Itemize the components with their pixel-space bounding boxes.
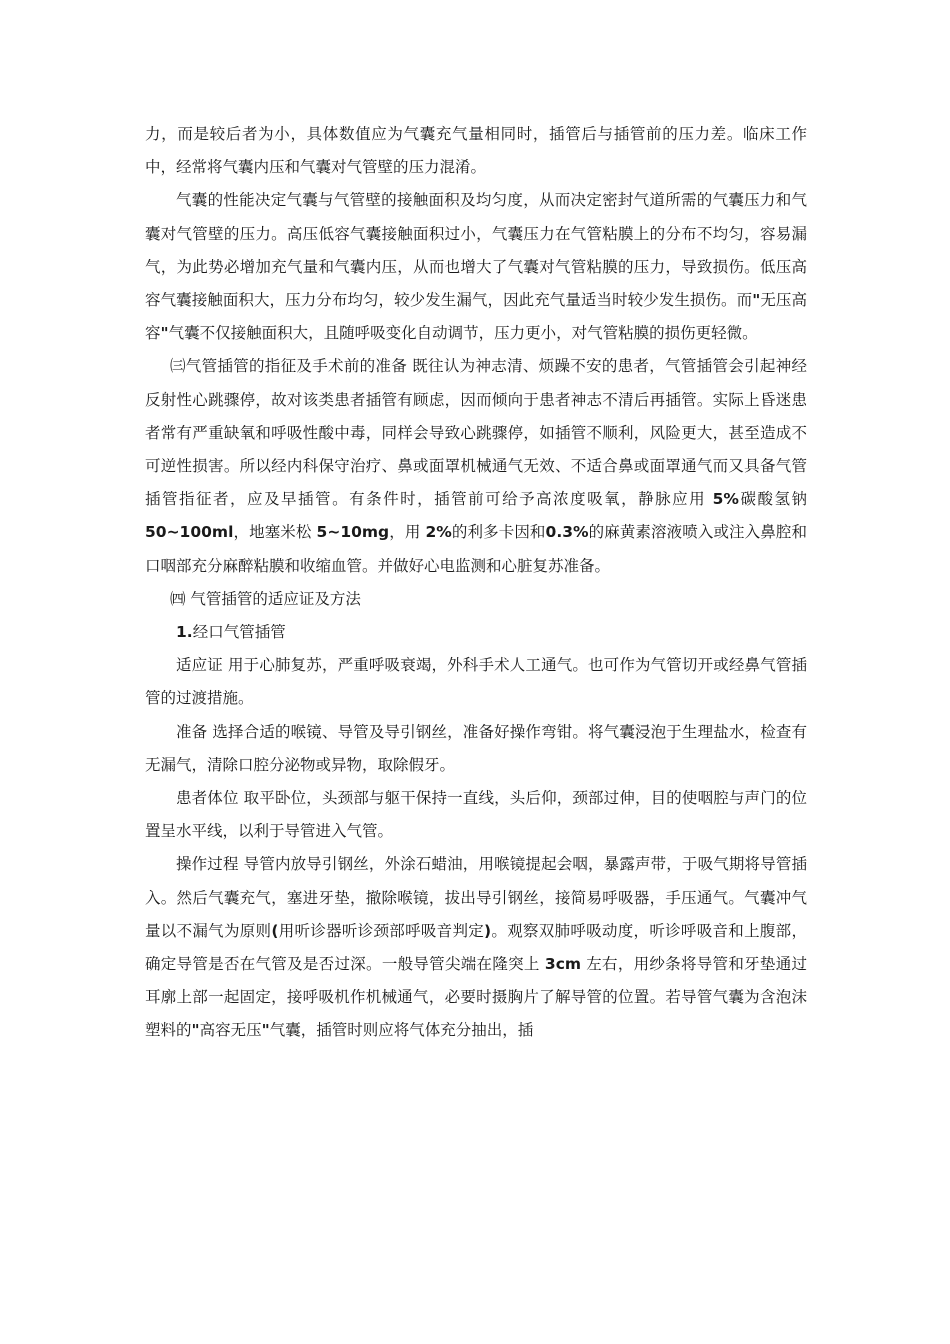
- text-run: 的麻黄素溶液喷入或注入鼻腔和口咽部充分麻醉粘膜和收缩血管。并做好心电监测和心脏复苏准备。: [145, 523, 807, 575]
- paragraph: [145, 616, 807, 649]
- bold-text-run: ": [191, 1021, 200, 1040]
- bold-text-run: 3cm: [544, 955, 582, 974]
- text-run: 准备 选择合适的喉镜、导管及导引钢丝，准备好操作弯钳。将气囊浸泡于生理盐水，检查有无漏气，清除口腔分泌物或异物，取除假牙。: [145, 722, 807, 774]
- text-run: 力，而是较后者为小，具体数值应为气囊充气量相同时，插管后与插管前的压力差。临床工作中，经常将气囊内压和气囊对气管壁的压力混淆。: [145, 125, 807, 177]
- text-run: 患者体位 取平卧位，头颈部与躯干保持一直线，头后仰，颈部过伸，目的使咽腔与声门的位置呈水平线，以利于导管进入气管。: [145, 789, 807, 841]
- text-run: 左右，用纱条将导管和牙垫通过耳廓上部一起固定，接呼吸机作机械通气，必要时摄胸片了解导管的位置。若导管气囊为含泡沫塑料的: [145, 955, 807, 1040]
- bold-text-run: ": [261, 1021, 270, 1040]
- bold-text-run: (: [271, 921, 279, 940]
- paragraph: [145, 716, 807, 782]
- paragraph: [145, 350, 807, 582]
- text-run: 碳酸氢钠: [738, 490, 807, 509]
- text-run: 气囊的性能决定气囊与气管壁的接触面积及均匀度，从而决定密封气道所需的气囊压力和气囊对气管壁的压力。高压低容气囊接触面积过小，气囊压力在气管粘膜上的分布不均匀，容易漏气，为此势必增加充气量和气囊内压，从而也增大了气囊对气管粘膜的压力，导致损伤。低压高容气囊接触面积大，压力分布均匀，较少发生漏气，因此充气量适当时较少发生损伤。而: [145, 191, 807, 310]
- text-run: ，地塞米松: [233, 523, 317, 542]
- bold-text-run: ": [752, 291, 761, 310]
- text-run: 经口气管插管: [192, 623, 286, 642]
- paragraph: [145, 848, 807, 1047]
- paragraph: [145, 649, 807, 715]
- text-run: 用听诊器听诊颈部呼吸音判定: [278, 921, 485, 940]
- text-run: 适应证 用于心肺复苏，严重呼吸衰竭，外科手术人工通气。也可作为气管切开或经鼻气管插管的过渡措施。: [145, 656, 807, 708]
- text-run: ㈢气管插管的指征及手术前的准备 既往认为神志清、烦躁不安的患者，气管插管会引起神经反射性心跳骤停，故对该类患者插管有顾虑，因而倾向于患者神志不清后再插管。实际上昏迷患者常有严重缺氧和呼吸性酸中毒，同样会导致心跳骤停，如插管不顺利，风险更大，甚至造成不可逆性损害。所以经内科保守治疗、鼻或面罩机械通气无效、不适合鼻或面罩通气而又具备气管插管指征者，应及早插管。有条件时，插管前可给予高浓度吸氧，静脉应用: [145, 357, 807, 509]
- bold-text-run: 50~100ml: [145, 523, 234, 542]
- text-run: 。观察双肺呼吸动度，听诊呼吸音和上腹部，确定导管是否在气管及是否过深。一般导管尖端在隆突上: [145, 921, 807, 974]
- paragraph: [145, 583, 807, 616]
- bold-text-run: 0.3%: [545, 523, 589, 542]
- text-run: 操作过程 导管内放导引钢丝，外涂石蜡油，用喉镜提起会咽，暴露声带，于吸气期将导管插入。然后气囊充气，塞进牙垫，撤除喉镜，拔出导引钢丝，接简易呼吸器，手压通气。气囊冲气量以不漏气为原则: [145, 855, 807, 940]
- text-run: 气囊，插管时则应将气体充分抽出，插: [269, 1021, 534, 1040]
- text-run: ，用: [389, 523, 426, 542]
- paragraph: [145, 118, 807, 184]
- paragraph: [145, 782, 807, 848]
- document-body: [145, 118, 807, 1048]
- text-run: 无压高容: [145, 291, 807, 343]
- text-run: ㈣ 气管插管的适应证及方法: [170, 589, 361, 608]
- text-run: 高容无压: [199, 1021, 262, 1040]
- bold-text-run: ": [160, 324, 169, 343]
- text-run: 的利多卡因和: [451, 523, 546, 542]
- bold-text-run: ): [484, 921, 492, 940]
- bold-text-run: 1.: [176, 623, 193, 642]
- text-run: 气囊不仅接触面积大，且随呼吸变化自动调节，压力更小，对气管粘膜的损伤更轻微。: [168, 324, 758, 343]
- paragraph: [145, 184, 807, 350]
- bold-text-run: 5~10mg: [316, 523, 390, 542]
- bold-text-run: 2%: [425, 523, 452, 542]
- bold-text-run: 5%: [712, 490, 739, 509]
